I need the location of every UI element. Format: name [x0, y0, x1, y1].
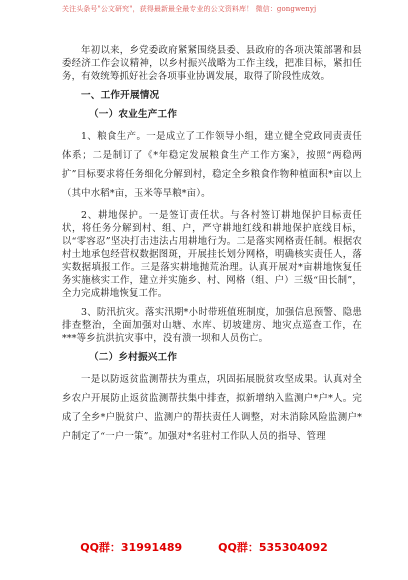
qq-group-2: QQ群：535304092 [218, 541, 328, 554]
header-promo-text: 关注头条号"公文研究"，获得最新最全最专业的公文资料库！ 微信：gongwenyj [62, 5, 317, 13]
qq-group-1: QQ群：31991489 [80, 541, 183, 554]
subsection-heading-agriculture: （一）农业生产工作 [89, 109, 178, 120]
paragraph-grain-production: 1、粮食生产。一是成立了工作领导小组，建立健全党政同责责任体系；二是制订了《*年稳定发展粮食生产工作方案》，按照“两稳两扩”目标要求将任务细化分解到村，稳定全乡粮食作物种植面积*亩以上（其中水稻*亩，玉米等旱粮*亩）。 [62, 131, 362, 199]
paragraph-poverty-monitoring: 一是以防返贫监测帮扶为重点，巩固拓展脱贫攻坚成果。认真对全乡农户开展防止返贫监测帮扶集中排查，拟新增纳入监测户*户*人。完成了全乡*户脱贫户、监测户的帮扶责任人调整，对未消除风险监测户*户制定了“一户一策”。加强对*名驻村工作队人员的指导、管理 [62, 374, 362, 442]
intro-paragraph: 年初以来，乡党委政府紧紧围绕县委、县政府的各项决策部署和县委经济工作会议精神，以乡村振兴战略为工作主线，把准目标，紧扣任务，有效统筹抓好社会各项事业协调发展，取得了阶段性成效。 [62, 45, 362, 82]
document-body [62, 44, 362, 448]
paragraph-flood-control: 3、防汛抗灾。落实汛期*小时带班值班制度，加强信息预警、隐患排查整治，全面加强对山塘、水库、切坡建房、地灾点巡查工作，在***等乡抗洪抗灾事中，没有溃一坝和人员伤亡。 [62, 307, 362, 344]
section-heading: 一、工作开展情况 [81, 90, 160, 101]
paragraph-farmland-protection: 2、耕地保护。一是签订责任状。与各村签订耕地保护目标责任状，将任务分解到村、组、户，严守耕地红线和耕地保护底线目标，以“零容忍”坚决打击违法占用耕地行为。二是落实网格责任制。根据农村土地承包经营权数据图斑，开展挂长划分网格，明确核实责任人，落实数据填报工作。三是落实耕地抛荒治理。认真开展对*亩耕地恢复任务实施核实工作，建立并实施乡、村、网格（组、户）三级“田长制”，全力完成耕地恢复工作。 [62, 210, 362, 299]
footer-contact [0, 539, 408, 555]
subsection-heading-rural-revitalization: （二）乡村振兴工作 [89, 352, 178, 363]
